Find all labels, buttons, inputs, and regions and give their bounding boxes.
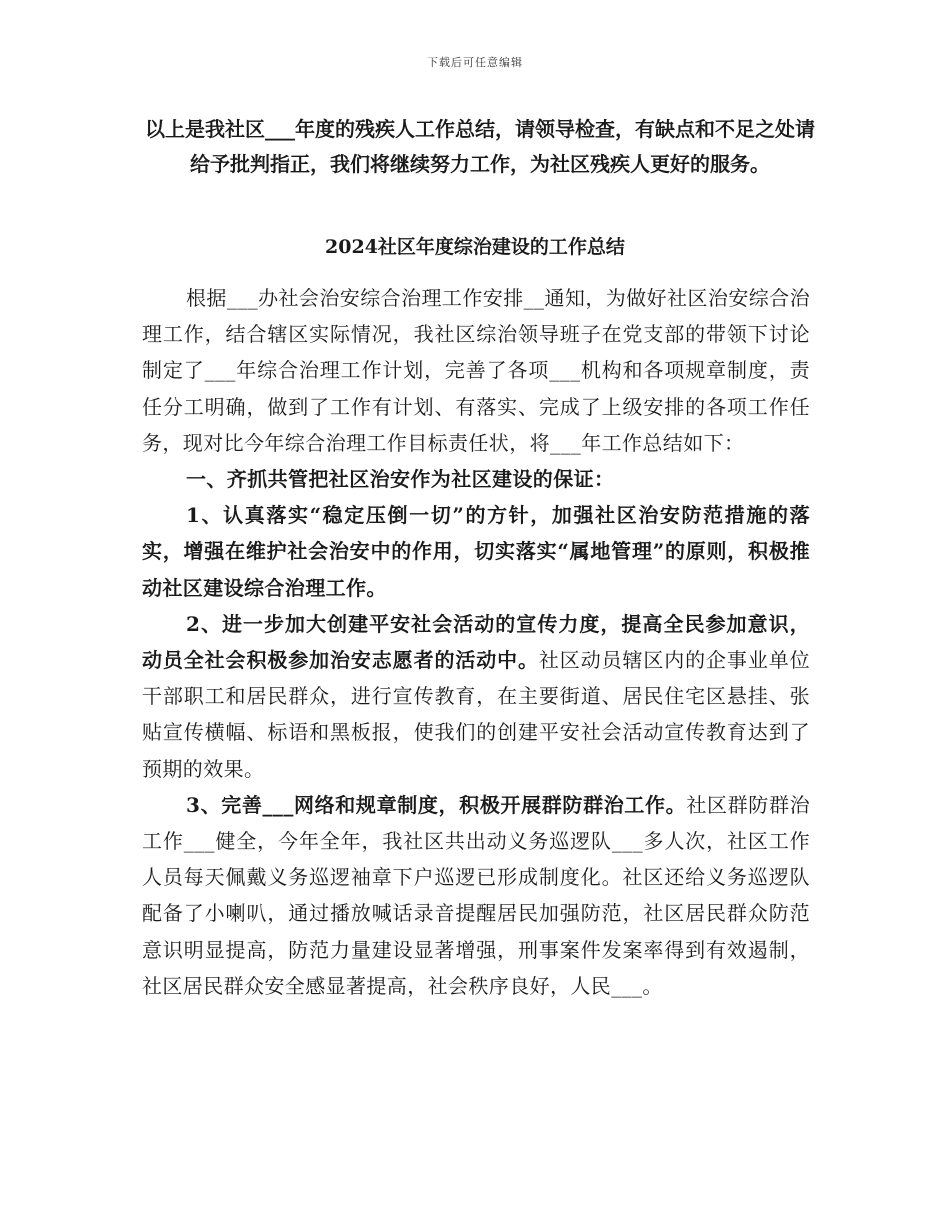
item-2 xyxy=(142,606,810,787)
section-heading: 一、齐抓共管把社区治安作为社区建设的保证： xyxy=(186,467,615,492)
item-2-text: 社区动员辖区内的企事业单位干部职工和居民群众，进行宣传教育，在主要街道、居民住宅区悬挂、张贴宣传横幅、标语和黑板报，使我们的创建平安社会活动宣传教育达到了预期的效果。 xyxy=(142,648,811,781)
item-3 xyxy=(142,787,810,1004)
document-title: 2024社区年度综治建设的工作总结 xyxy=(325,236,625,258)
item-1: 1、认真落实“稳定压倒一切”的方针，加强社区治安防范措施的落实，增强在维护社会治安中的作用，切实落实“属地管理”的原则，积极推动社区建设综合治理工作。 xyxy=(142,503,810,600)
item-3-heading: 3、完善___网络和规章制度，积极开展群防群治工作。 xyxy=(186,792,687,817)
intro-paragraph: 根据___办社会治安综合治理工作安排__通知，为做好社区治安综合治理工作，结合辖区实际情况，我社区综治领导班子在党支部的带领下讨论制定了___年综合治理工作计划，完善了各项___机构和各项规章制度，责任分工明确，做到了工作有计划、有落实、完成了上级安排的各项工作任务，现对比今年综合治理工作目标责任状，将___年工作总结如下： xyxy=(142,286,810,455)
closing-paragraph: 以上是我社区___年度的残疾人工作总结，请领导检查，有缺点和不足之处请给予批判指正，我们将继续努力工作，为社区残疾人更好的服务。 xyxy=(145,117,815,176)
item-3-text: 社区群防群治工作___健全，今年全年，我社区共出动义务巡逻队___多人次，社区工作人员每天佩戴义务巡逻袖章下户巡逻已形成制度化。社区还给义务巡逻队配备了小喇叭，通过播放喊话录音提醒居民加强防范，社区居民群众防范意识明显提高，防范力量建设显著增强，刑事案件发案率得到有效遏制，社区居民群众安全感显著提高，社会秩序良好，人民___。 xyxy=(142,792,810,998)
item-2-heading: 2、进一步加大创建平安社会活动的宣传力度，提高全民参加意识，动员全社会积极参加治安志愿者的活动中。 xyxy=(142,611,810,673)
header-note: 下载后可任意编辑 xyxy=(427,56,523,69)
document-body xyxy=(142,280,810,1004)
